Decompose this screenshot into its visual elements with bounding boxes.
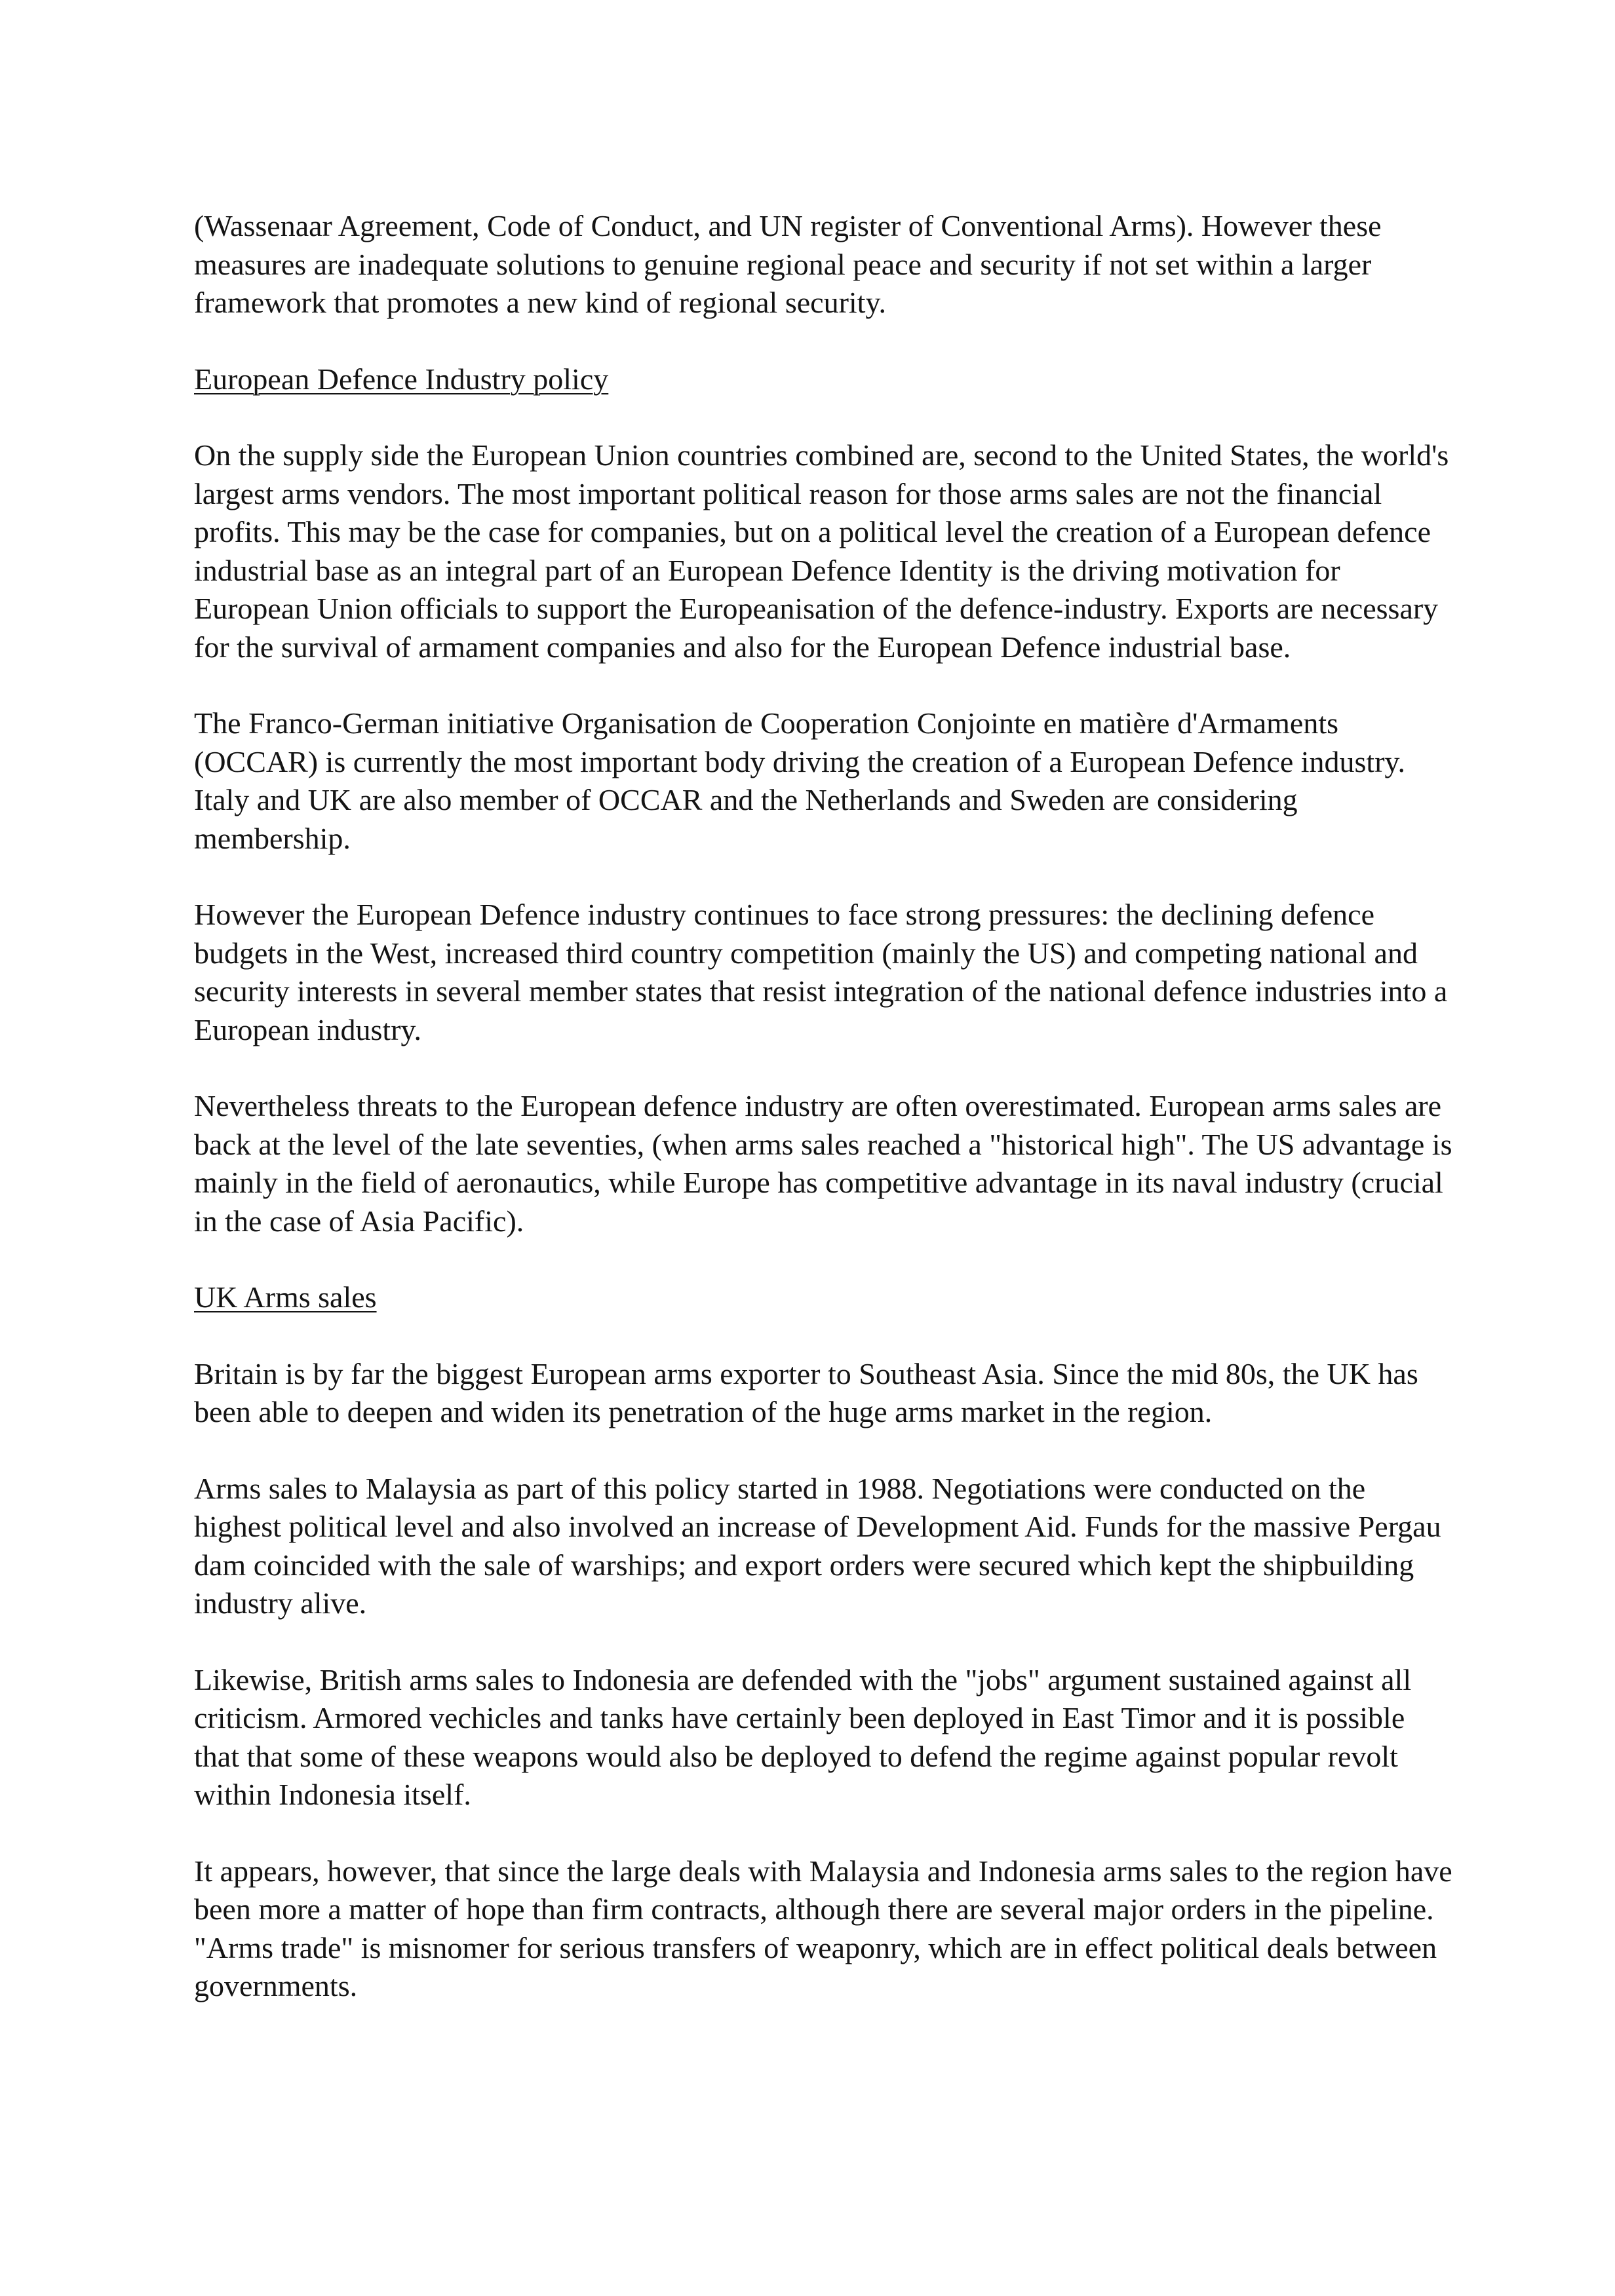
- paragraph-pressures: However the European Defence industry continues to face strong pressures: the declining defence budgets in the West, increased third country competition (mainly the US) and competing national and security interests in several member states that resist integration of the national defence industries into a European industry.: [194, 898, 1448, 1046]
- paragraph-threats: Nevertheless threats to the European defence industry are often overestimated. European arms sales are back at the level of the late seventies, (when arms sales reached a "historical high". The US advantage is mainly in the field of aeronautics, while Europe has competitive advantage in its naval industry (crucial in the case of Asia Pacific).: [194, 1089, 1452, 1238]
- paragraph-arms-trade: It appears, however, that since the large deals with Malaysia and Indonesia arms sales to the region have been more a matter of hope than firm contracts, although there are several major orders in the pipeline. "Arms trade" is misnomer for serious transfers of weaponry, which are in effect political deals between governments.: [194, 1854, 1452, 2002]
- paragraph-occar: The Franco-German initiative Organisation de Cooperation Conjointe en matière d'Armaments (OCCAR) is currently the most important body driving the creation of a European Defence industry. Italy and UK are also member of OCCAR and the Netherlands and Sweden are considering membership.: [194, 706, 1406, 855]
- document-body: [194, 207, 1452, 2006]
- paragraph-gap: [194, 322, 1452, 360]
- paragraph-gap: [194, 666, 1452, 704]
- paragraph-gap: [194, 1317, 1452, 1355]
- paragraph-britain: Britain is by far the biggest European arms exporter to Southeast Asia. Since the mid 80s, the UK has been able to deepen and widen its penetration of the huge arms market in the region.: [194, 1356, 1418, 1428]
- paragraph-gap: [194, 1623, 1452, 1661]
- paragraph-gap: [194, 398, 1452, 436]
- heading-uk-arms-sales: UK Arms sales: [194, 1280, 377, 1314]
- paragraph-gap: [194, 1814, 1452, 1852]
- paragraph-indonesia: Likewise, British arms sales to Indonesia are defended with the "jobs" argument sustained against all criticism. Armored vechicles and tanks have certainly been deployed in East Timor and it is possible that that some of these weapons would also be deployed to defend the regime against popular revolt within Indonesia itself.: [194, 1662, 1412, 1811]
- paragraph-gap: [194, 1432, 1452, 1470]
- paragraph-wassenaar: (Wassenaar Agreement, Code of Conduct, and UN register of Conventional Arms). However these measures are inadequate solutions to genuine regional peace and security if not set within a larger framework that promotes a new kind of regional security.: [194, 209, 1382, 319]
- heading-european-defence-industry-policy: European Defence Industry policy: [194, 362, 609, 396]
- paragraph-gap: [194, 858, 1452, 896]
- paragraph-gap: [194, 1049, 1452, 1087]
- paragraph-malaysia: Arms sales to Malaysia as part of this policy started in 1988. Negotiations were conducted on the highest political level and also involved an increase of Development Aid. Funds for the massive Pergau dam coincided with the sale of warships; and export orders were secured which kept the shipbuilding industry alive.: [194, 1471, 1441, 1620]
- paragraph-supply-side: On the supply side the European Union countries combined are, second to the United States, the world's largest arms vendors. The most important political reason for those arms sales are not the financial profits. This may be the case for companies, but on a political level the creation of a European defence industrial base as an integral part of an European Defence Identity is the driving motivation for European Union officials to support the Europeanisation of the defence-industry. Exports are necessary for the survival of armament companies and also for the European Defence industrial base.: [194, 438, 1449, 664]
- paragraph-gap: [194, 1240, 1452, 1278]
